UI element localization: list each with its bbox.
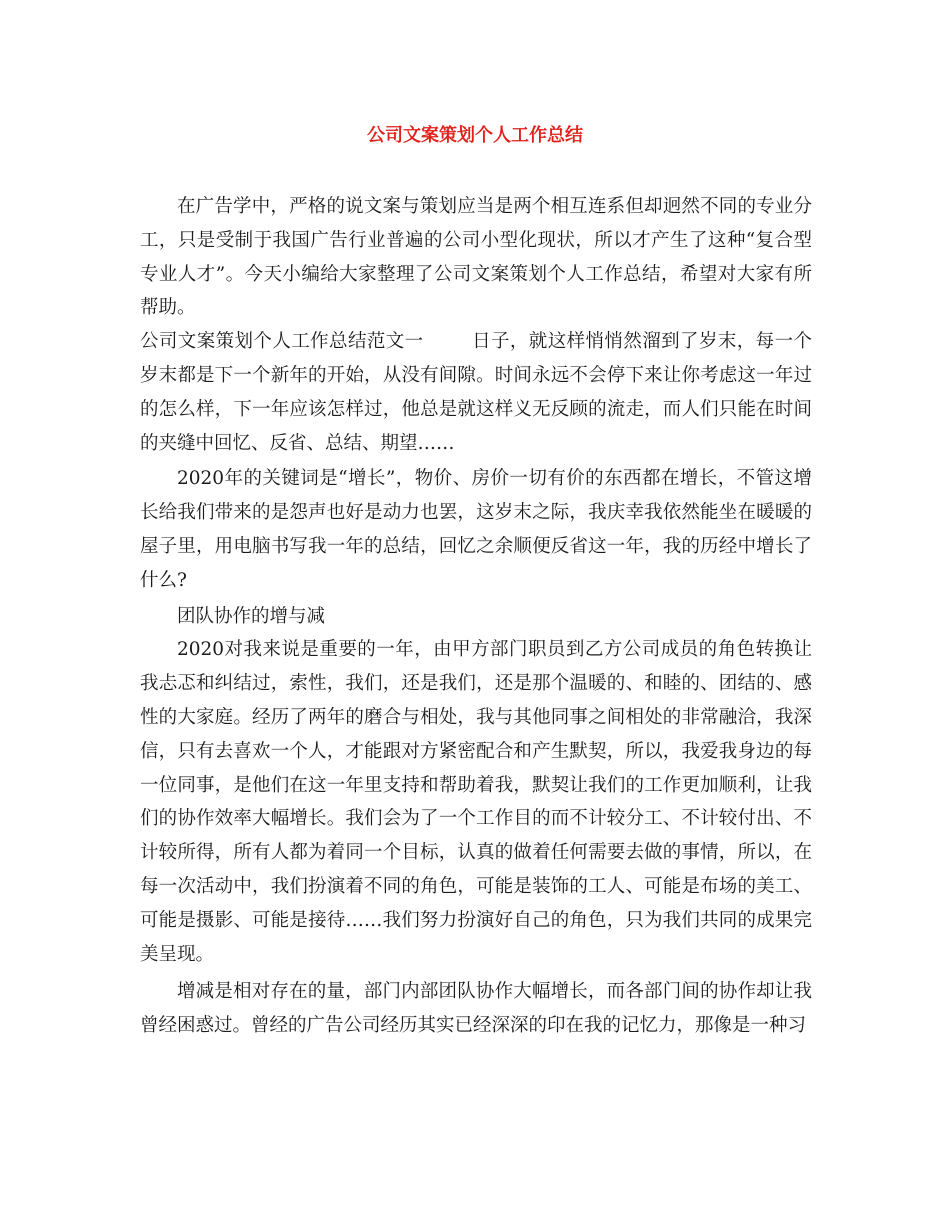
document-body xyxy=(140,190,812,1043)
decrease-paragraph: 增减是相对存在的量，部门内部团队协作大幅增长，而各部门间的协作却让我曾经困惑过。曾经的广告公司经历其实已经深深的印在我的记忆力，那像是一种习 xyxy=(140,981,812,1037)
keyword-paragraph: 2020年的关键词是“增长”，物价、房价一切有价的东西都在增长，不管这增长给我们带来的是怨声也好是动力也罢，这岁末之际，我庆幸我依然能坐在暖暖的屋子里，用电脑书写我一年的总结，回忆之余顺便反省这一年，我的历经中增长了什么? xyxy=(140,468,812,591)
sample-opening-text: 日子，就这样悄悄然溜到了岁末，每一个岁末都是下一个新年的开始，从没有间隙。时间永远不会停下来让你考虑这一年过的怎么样，下一年应该怎样过，他总是就这样义无反顾的流走，而人们只能在时间的夹缝中回忆、反省、总结、期望…… xyxy=(140,331,812,454)
document-title: 公司文案策划个人工作总结 xyxy=(367,125,583,146)
section-heading: 团队协作的增与减 xyxy=(177,605,326,627)
sample-heading: 公司文案策划个人工作总结范文一 xyxy=(140,331,424,353)
intro-paragraph: 在广告学中，严格的说文案与策划应当是两个相互连系但却迥然不同的专业分工，只是受制于我国广告行业普遍的公司小型化现状，所以才产生了这种“复合型专业人才”。今天小编给大家整理了公司文案策划个人工作总结，希望对大家有所帮助。 xyxy=(140,196,812,319)
sample-paragraph xyxy=(140,325,812,460)
teamwork-paragraph: 2020对我来说是重要的一年，由甲方部门职员到乙方公司成员的角色转换让我忐忑和纠结过，索性，我们，还是我们，还是那个温暖的、和睦的、团结的、感性的大家庭。经历了两年的磨合与相处，我与其他同事之间相处的非常融洽，我深信，只有去喜欢一个人，才能跟对方紧密配合和产生默契，所以，我爱我身边的每一位同事，是他们在这一年里支持和帮助着我，默契让我们的工作更加顺利，让我们的协作效率大幅增长。我们会为了一个工作目的而不计较分工、不计较付出、不计较所得，所有人都为着同一个目标，认真的做着任何需要去做的事情，所以，在每一次活动中，我们扮演着不同的角色，可能是装饰的工人、可能是布场的美工、可能是摄影、可能是接待……我们努力扮演好自己的角色，只为我们共同的成果完美呈现。 xyxy=(140,639,812,965)
